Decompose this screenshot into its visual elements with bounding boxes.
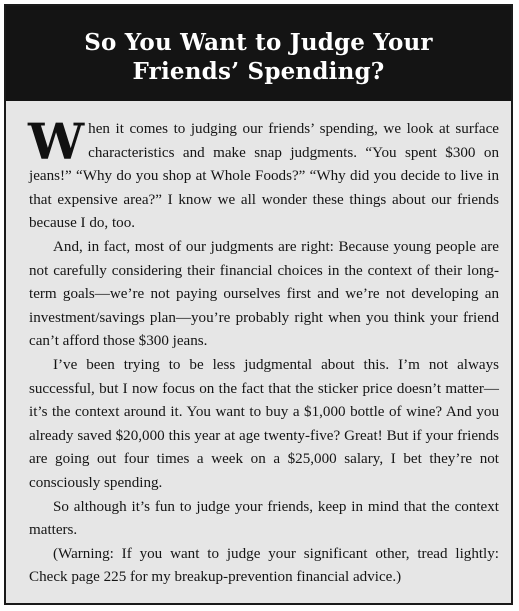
paragraph-2: And, in fact, most of our judgments are right: Because young people are not carefully considering their financial choices in the context of their long-term goals—we’re not paying ourselves first and we’re not developing an investment/savings plan—you’re probably right when you think your friend can’t afford those $300 jeans. <box>29 238 499 350</box>
sidebar-title <box>59 28 459 86</box>
paragraph-3: I’ve been trying to be less judgmental about this. I’m not always successful, but I now focus on the fact that the sticker price doesn’t matter—it’s the context around it. You want to buy a $1,000 bottle of wine? And you already saved $20,000 this year at age twenty-five? Great! But if your friends are going out four times a week on a $25,000 salary, I bet they’re not consciously spending. <box>29 356 499 491</box>
paragraph-5: (Warning: If you want to judge your significant other, tread lightly: Check page 225 for my breakup-prevention financial advice.) <box>29 545 499 586</box>
paragraph-1-text: hen it comes to judging our friends’ spending, we look at surface characteristics and make snap judgments. “You spent $300 on jeans!” “Why do you shop at Whole Foods?” “Why did you decide to live in that expensive area?” I know we all wonder these things about our friends because I do, too. <box>29 121 499 232</box>
sidebar-box <box>4 4 513 605</box>
paragraph-1 <box>28 112 499 236</box>
drop-cap: W <box>28 112 85 171</box>
sidebar-title-line-1: So You Want to Judge Your <box>84 29 433 56</box>
paragraph-4: So although it’s fun to judge your friends, keep in mind that the context matters. <box>29 498 499 539</box>
sidebar-body <box>28 112 499 590</box>
sidebar-title-line-2: Friends’ Spending? <box>132 58 385 85</box>
sidebar-header <box>6 6 511 101</box>
